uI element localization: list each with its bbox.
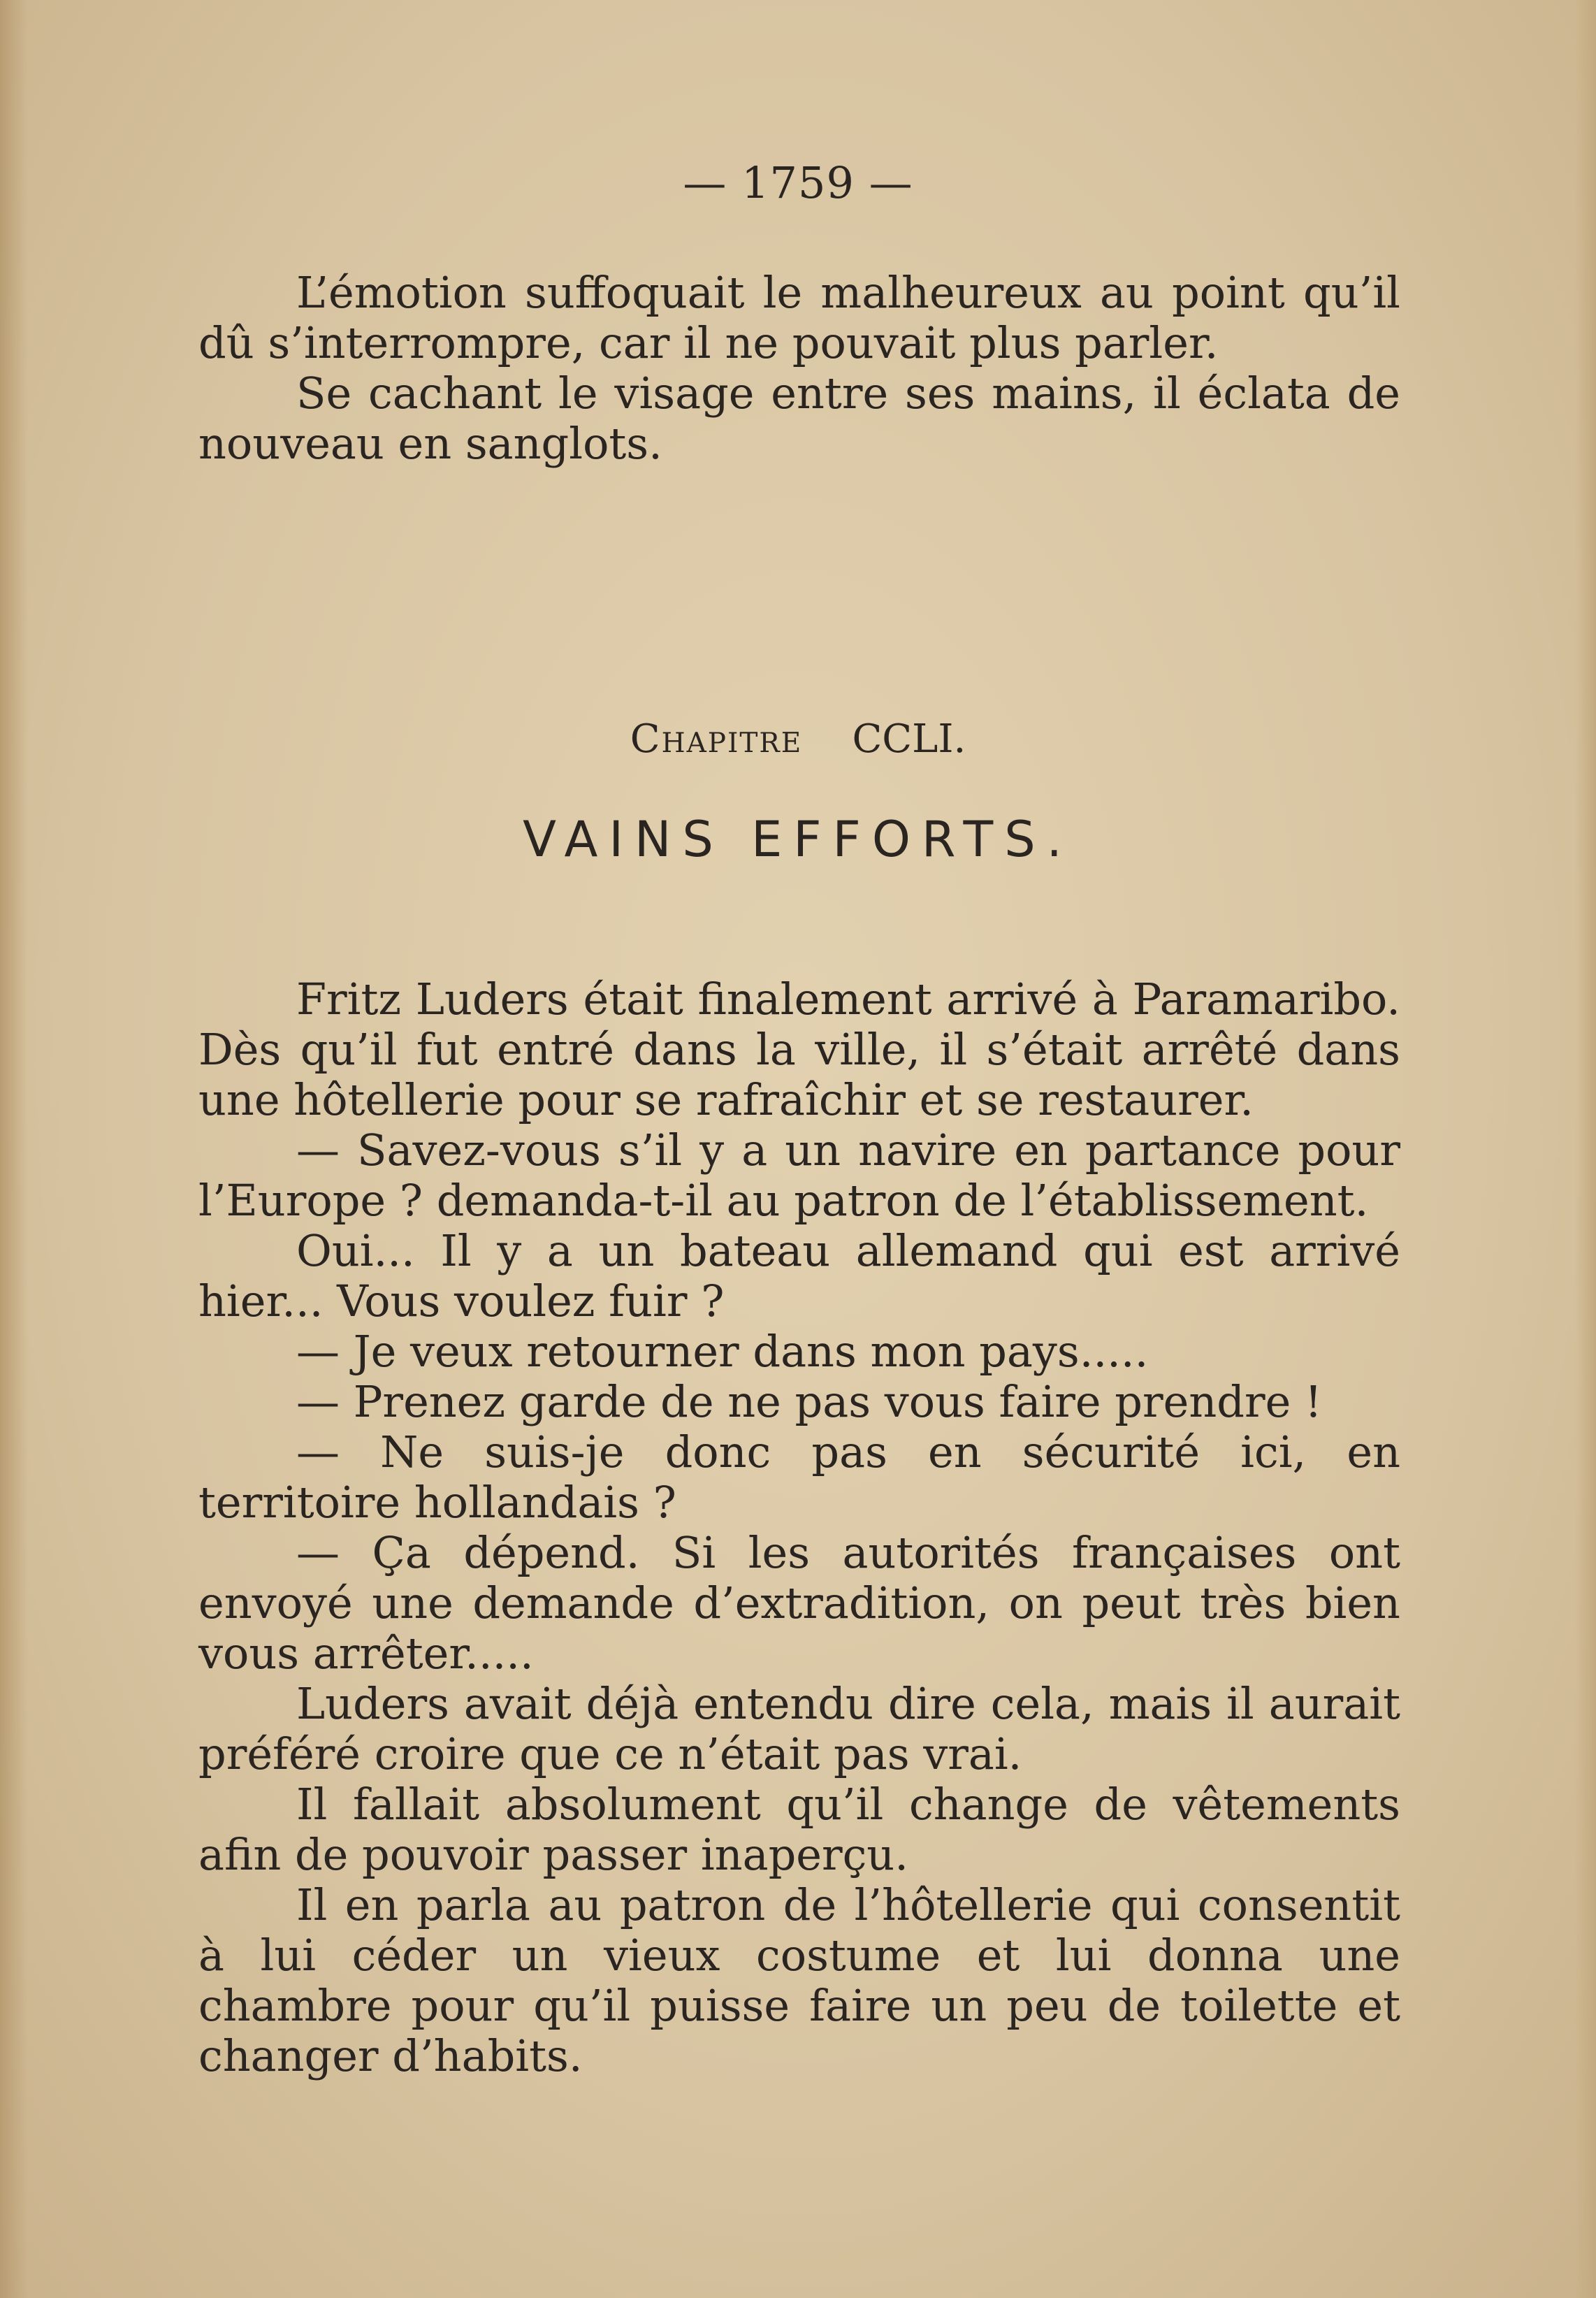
paragraph: Se cachant le visage entre ses mains, il éclata de nouveau en sanglots. [198, 368, 1400, 469]
paragraph: — Prenez garde de ne pas vous faire prendre ! [296, 1376, 1322, 1427]
paragraph: Oui... Il y a un bateau allemand qui est arrivé hier... Vous voulez fuir ? [198, 1225, 1400, 1327]
paragraph: Fritz Luders était finalement arrivé à Paramaribo. Dès qu’il fut entré dans la ville, il s’était arrêté dans une hôtellerie pour se rafraîchir et se restaurer. [198, 974, 1400, 1125]
paragraph: — Ne suis-je donc pas en sécurité ici, en territoire hollandais ? [198, 1426, 1400, 1528]
page-number: — 1759 — [683, 157, 913, 208]
paragraph: — Savez-vous s’il y a un navire en partance pour l’Europe ? demanda-t-il au patron de l’établissement. [198, 1125, 1400, 1226]
paragraph: Luders avait déjà entendu dire cela, mais il aurait préféré croire que ce n’était pas vrai. [198, 1678, 1400, 1779]
paragraph: — Je veux retourner dans mon pays..... [296, 1326, 1149, 1377]
chapter-numeral: CCLI. [852, 716, 966, 762]
intro-text [198, 268, 1400, 469]
chapter-heading [0, 716, 1596, 762]
page-edge-shadow-right [1575, 0, 1596, 2298]
paragraph: Il fallait absolument qu’il change de vêtements afin de pouvoir passer inaperçu. [198, 1779, 1400, 1880]
paragraph: — Ça dépend. Si les autorités françaises ont envoyé une demande d’extradition, on peut très bien vous arrêter..... [198, 1527, 1400, 1679]
chapter-body [198, 974, 1400, 2081]
chapter-title: VAINS EFFORTS. [523, 811, 1073, 868]
page-edge-shadow-left [0, 0, 28, 2298]
chapter-label: Chapitre [630, 716, 803, 762]
paragraph: L’émotion suffoquait le malheureux au point qu’il dû s’interrompre, car il ne pouvait plus parler. [198, 267, 1400, 368]
paragraph: Il en parla au patron de l’hôtellerie qui consentit à lui céder un vieux costume et lui donna une chambre pour qu’il puisse faire un peu de toilette et changer d’habits. [198, 1879, 1400, 2081]
